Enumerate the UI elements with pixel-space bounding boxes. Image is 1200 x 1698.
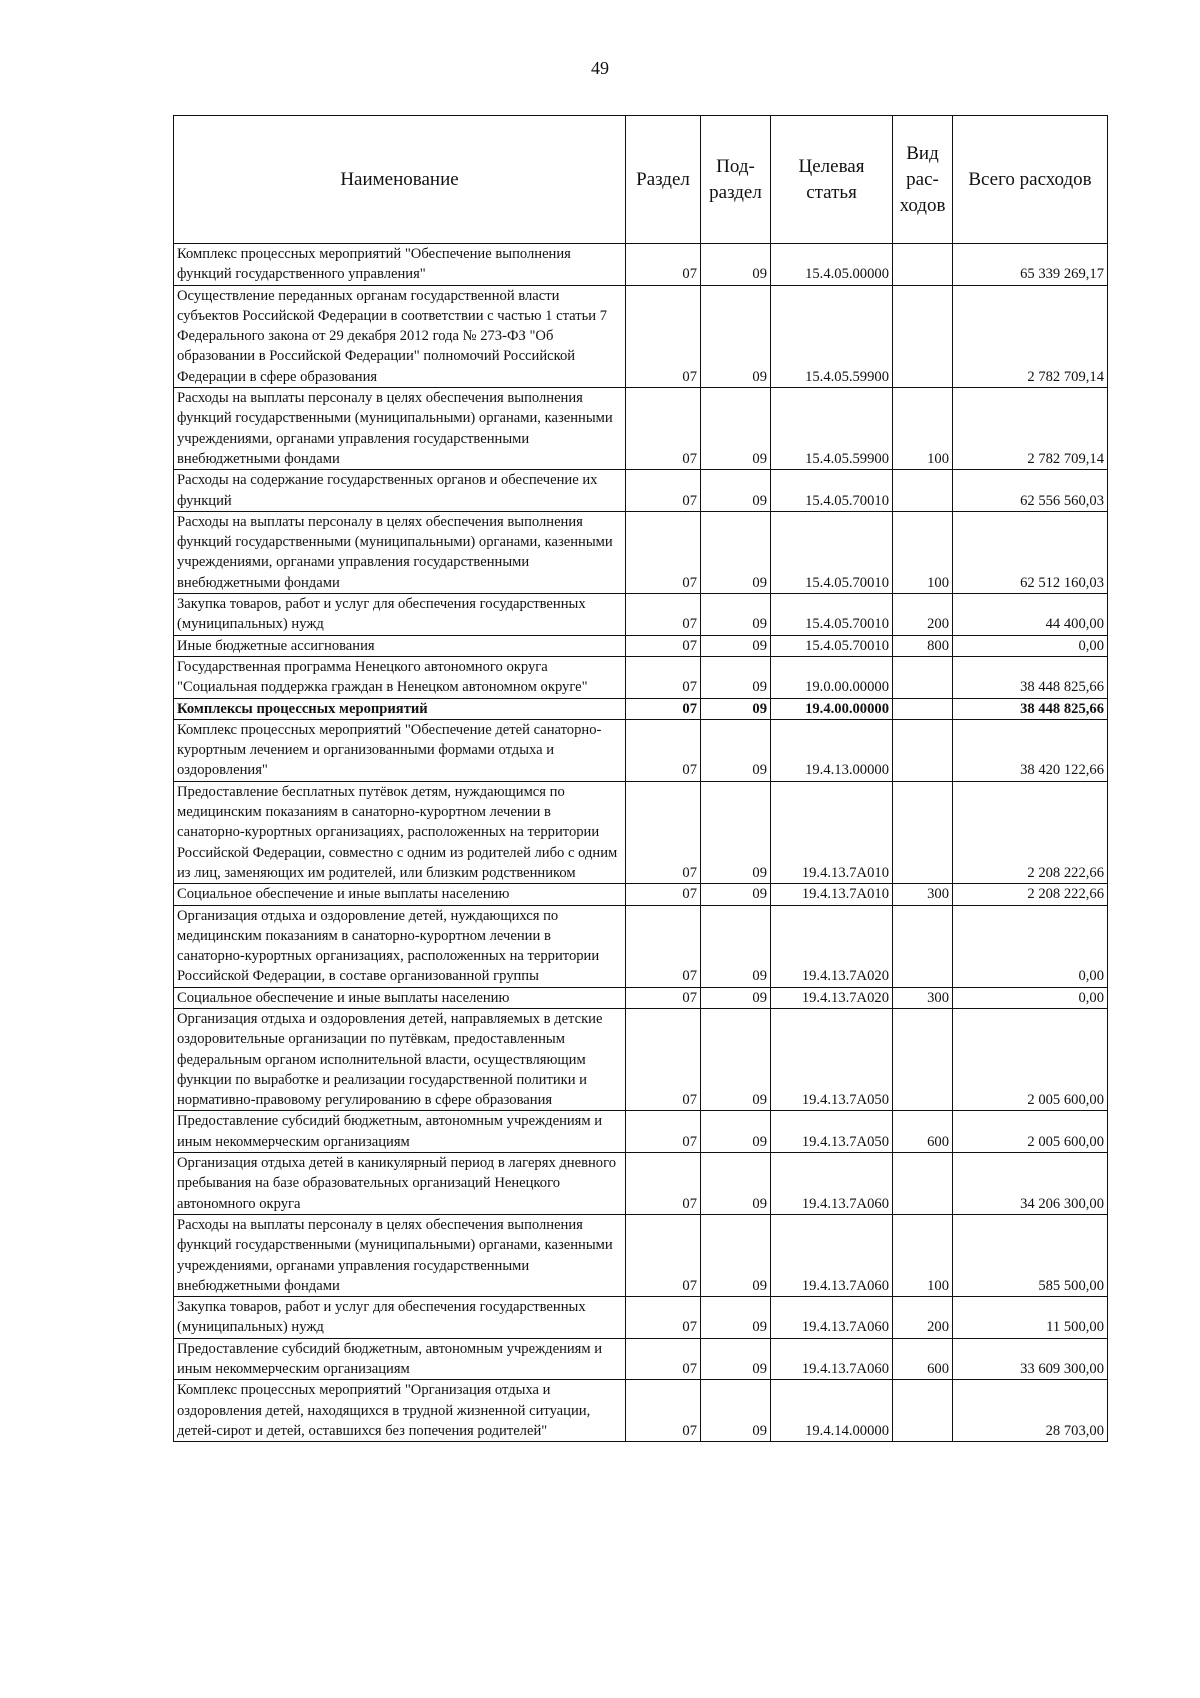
- row-expense-type: 200: [893, 594, 953, 636]
- row-subsection: 09: [701, 1111, 771, 1153]
- row-expense-type: [893, 1008, 953, 1110]
- row-total: 62 556 560,03: [953, 470, 1108, 512]
- header-name: Наименование: [174, 116, 626, 244]
- row-subsection: 09: [701, 635, 771, 656]
- row-subsection: 09: [701, 781, 771, 883]
- row-section: 07: [626, 719, 701, 781]
- row-total: 2 782 709,14: [953, 285, 1108, 387]
- row-total: 0,00: [953, 635, 1108, 656]
- row-section: 07: [626, 884, 701, 905]
- row-expense-type: [893, 781, 953, 883]
- row-expense-type: 100: [893, 1214, 953, 1296]
- row-subsection: 09: [701, 594, 771, 636]
- row-target-article: 15.4.05.70010: [771, 635, 893, 656]
- row-total: 62 512 160,03: [953, 511, 1108, 593]
- row-expense-type: 100: [893, 511, 953, 593]
- row-total: 585 500,00: [953, 1214, 1108, 1296]
- row-subsection: 09: [701, 1297, 771, 1339]
- row-name: Организация отдыха и оздоровление детей, нуждающихся по медицинским показаниям в санаторно-курортном лечении в санаторно-курортных организациях, расположенных на территории Российской Федерации, в составе организованной группы: [174, 905, 626, 987]
- table-row: [174, 1153, 1108, 1215]
- row-target-article: 19.4.13.7А010: [771, 884, 893, 905]
- row-section: 07: [626, 1297, 701, 1339]
- row-name: Организация отдыха и оздоровления детей, направляемых в детские оздоровительные организации по путёвкам, предоставленным федеральным органом исполнительной власти, осуществляющим функции по выработке и реализации государственной политики и нормативно-правовому регулированию в сфере образования: [174, 1008, 626, 1110]
- row-total: 65 339 269,17: [953, 244, 1108, 286]
- row-subsection: 09: [701, 656, 771, 698]
- row-section: 07: [626, 388, 701, 470]
- header-total: Всего расходов: [953, 116, 1108, 244]
- row-subsection: 09: [701, 905, 771, 987]
- row-total: 2 208 222,66: [953, 884, 1108, 905]
- row-name: Социальное обеспечение и иные выплаты населению: [174, 884, 626, 905]
- row-expense-type: [893, 656, 953, 698]
- row-subsection: 09: [701, 1380, 771, 1442]
- row-expense-type: [893, 285, 953, 387]
- row-target-article: 19.4.13.7А060: [771, 1214, 893, 1296]
- row-name: Комплекс процессных мероприятий "Обеспечение детей санаторно-курортным лечением и организованными формами отдыха и оздоровления": [174, 719, 626, 781]
- row-total: 2 005 600,00: [953, 1111, 1108, 1153]
- row-name: Социальное обеспечение и иные выплаты населению: [174, 987, 626, 1008]
- row-section: 07: [626, 635, 701, 656]
- row-section: 07: [626, 244, 701, 286]
- row-subsection: 09: [701, 511, 771, 593]
- table-row: [174, 388, 1108, 470]
- row-target-article: 15.4.05.70010: [771, 594, 893, 636]
- header-target-article: Целевая статья: [771, 116, 893, 244]
- row-total: 0,00: [953, 905, 1108, 987]
- row-section: 07: [626, 781, 701, 883]
- row-target-article: 19.0.00.00000: [771, 656, 893, 698]
- row-expense-type: 600: [893, 1338, 953, 1380]
- table-row: [174, 698, 1108, 719]
- row-expense-type: 200: [893, 1297, 953, 1339]
- header-subsection: Под- раздел: [701, 116, 771, 244]
- row-subsection: 09: [701, 1008, 771, 1110]
- row-total: 44 400,00: [953, 594, 1108, 636]
- table-row: [174, 1111, 1108, 1153]
- row-subsection: 09: [701, 285, 771, 387]
- row-target-article: 19.4.13.7А060: [771, 1297, 893, 1339]
- row-section: 07: [626, 511, 701, 593]
- row-expense-type: [893, 1153, 953, 1215]
- table-row: [174, 1008, 1108, 1110]
- row-section: 07: [626, 470, 701, 512]
- row-target-article: 19.4.13.7А020: [771, 905, 893, 987]
- row-total: 38 448 825,66: [953, 656, 1108, 698]
- row-target-article: 19.4.13.7А050: [771, 1008, 893, 1110]
- row-subsection: 09: [701, 1338, 771, 1380]
- row-expense-type: [893, 244, 953, 286]
- row-total: 38 448 825,66: [953, 698, 1108, 719]
- budget-table: [173, 115, 1108, 1442]
- row-target-article: 19.4.13.7А010: [771, 781, 893, 883]
- table-row: [174, 1297, 1108, 1339]
- row-target-article: 15.4.05.70010: [771, 511, 893, 593]
- row-target-article: 15.4.05.59900: [771, 285, 893, 387]
- row-target-article: 15.4.05.70010: [771, 470, 893, 512]
- row-section: 07: [626, 1111, 701, 1153]
- row-subsection: 09: [701, 698, 771, 719]
- row-expense-type: 600: [893, 1111, 953, 1153]
- row-name: Предоставление бесплатных путёвок детям, нуждающимся по медицинским показаниям в санаторно-курортном лечении в санаторно-курортных организациях, расположенных на территории Российской Федерации, совместно с одним из родителей либо с одним из лиц, заменяющих им родителей, или близким родственником: [174, 781, 626, 883]
- row-expense-type: 300: [893, 884, 953, 905]
- row-section: 07: [626, 1380, 701, 1442]
- row-name: Предоставление субсидий бюджетным, автономным учреждениям и иным некоммерческим организациям: [174, 1338, 626, 1380]
- row-total: 2 005 600,00: [953, 1008, 1108, 1110]
- table-row: [174, 905, 1108, 987]
- row-subsection: 09: [701, 1153, 771, 1215]
- row-name: Расходы на выплаты персоналу в целях обеспечения выполнения функций государственными (муниципальными) органами, казенными учреждениями, органами управления государственными внебюджетными фондами: [174, 511, 626, 593]
- row-expense-type: [893, 719, 953, 781]
- table-row: [174, 635, 1108, 656]
- row-section: 07: [626, 1338, 701, 1380]
- row-total: 11 500,00: [953, 1297, 1108, 1339]
- row-section: 07: [626, 987, 701, 1008]
- row-section: 07: [626, 1008, 701, 1110]
- row-subsection: 09: [701, 244, 771, 286]
- row-expense-type: [893, 698, 953, 719]
- row-target-article: 19.4.13.7А060: [771, 1153, 893, 1215]
- row-section: 07: [626, 594, 701, 636]
- row-expense-type: 300: [893, 987, 953, 1008]
- row-target-article: 19.4.14.00000: [771, 1380, 893, 1442]
- row-expense-type: 800: [893, 635, 953, 656]
- row-subsection: 09: [701, 987, 771, 1008]
- row-name: Осуществление переданных органам государственной власти субъектов Российской Федерации в соответствии с частью 1 статьи 7 Федерального закона от 29 декабря 2012 года № 273-ФЗ "Об образовании в Российской Федерации" полномочий Российской Федерации в сфере образования: [174, 285, 626, 387]
- row-expense-type: [893, 905, 953, 987]
- row-target-article: 19.4.00.00000: [771, 698, 893, 719]
- table-row: [174, 511, 1108, 593]
- header-section: Раздел: [626, 116, 701, 244]
- row-subsection: 09: [701, 719, 771, 781]
- row-name: Комплекс процессных мероприятий "Организация отдыха и оздоровления детей, находящихся в трудной жизненной ситуации, детей-сирот и детей, оставшихся без попечения родителей": [174, 1380, 626, 1442]
- row-name: Закупка товаров, работ и услуг для обеспечения государственных (муниципальных) нужд: [174, 594, 626, 636]
- row-name: Государственная программа Ненецкого автономного округа "Социальная поддержка граждан в Ненецком автономном округе": [174, 656, 626, 698]
- row-expense-type: [893, 1380, 953, 1442]
- table-row: [174, 470, 1108, 512]
- row-name: Иные бюджетные ассигнования: [174, 635, 626, 656]
- page-number: 49: [591, 58, 609, 78]
- table-row: [174, 719, 1108, 781]
- row-name: Комплексы процессных мероприятий: [174, 698, 626, 719]
- row-subsection: 09: [701, 470, 771, 512]
- row-target-article: 19.4.13.7А020: [771, 987, 893, 1008]
- row-target-article: 19.4.13.00000: [771, 719, 893, 781]
- row-section: 07: [626, 1214, 701, 1296]
- row-name: Расходы на выплаты персоналу в целях обеспечения выполнения функций государственными (муниципальными) органами, казенными учреждениями, органами управления государственными внебюджетными фондами: [174, 388, 626, 470]
- row-total: 0,00: [953, 987, 1108, 1008]
- row-total: 2 208 222,66: [953, 781, 1108, 883]
- header-expense-type: Вид рас- ходов: [893, 116, 953, 244]
- row-name: Расходы на содержание государственных органов и обеспечение их функций: [174, 470, 626, 512]
- row-section: 07: [626, 698, 701, 719]
- row-target-article: 15.4.05.59900: [771, 388, 893, 470]
- row-total: 2 782 709,14: [953, 388, 1108, 470]
- row-section: 07: [626, 905, 701, 987]
- row-subsection: 09: [701, 1214, 771, 1296]
- row-name: Организация отдыха детей в каникулярный период в лагерях дневного пребывания на базе образовательных организаций Ненецкого автономного округа: [174, 1153, 626, 1215]
- row-target-article: 19.4.13.7А050: [771, 1111, 893, 1153]
- row-name: Комплекс процессных мероприятий "Обеспечение выполнения функций государственного управления": [174, 244, 626, 286]
- row-name: Расходы на выплаты персоналу в целях обеспечения выполнения функций государственными (муниципальными) органами, казенными учреждениями, органами управления государственными внебюджетными фондами: [174, 1214, 626, 1296]
- table-row: [174, 1214, 1108, 1296]
- row-target-article: 15.4.05.00000: [771, 244, 893, 286]
- row-name: Закупка товаров, работ и услуг для обеспечения государственных (муниципальных) нужд: [174, 1297, 626, 1339]
- row-total: 38 420 122,66: [953, 719, 1108, 781]
- table-header-row: [174, 116, 1108, 244]
- row-expense-type: [893, 470, 953, 512]
- row-target-article: 19.4.13.7А060: [771, 1338, 893, 1380]
- row-subsection: 09: [701, 884, 771, 905]
- row-expense-type: 100: [893, 388, 953, 470]
- table-row: [174, 285, 1108, 387]
- table-row: [174, 1380, 1108, 1442]
- table-row: [174, 987, 1108, 1008]
- table-row: [174, 656, 1108, 698]
- row-name: Предоставление субсидий бюджетным, автономным учреждениям и иным некоммерческим организациям: [174, 1111, 626, 1153]
- row-section: 07: [626, 1153, 701, 1215]
- table-row: [174, 884, 1108, 905]
- table-row: [174, 781, 1108, 883]
- table-row: [174, 594, 1108, 636]
- table-row: [174, 244, 1108, 286]
- row-section: 07: [626, 656, 701, 698]
- row-section: 07: [626, 285, 701, 387]
- row-subsection: 09: [701, 388, 771, 470]
- row-total: 28 703,00: [953, 1380, 1108, 1442]
- row-total: 34 206 300,00: [953, 1153, 1108, 1215]
- row-total: 33 609 300,00: [953, 1338, 1108, 1380]
- table-row: [174, 1338, 1108, 1380]
